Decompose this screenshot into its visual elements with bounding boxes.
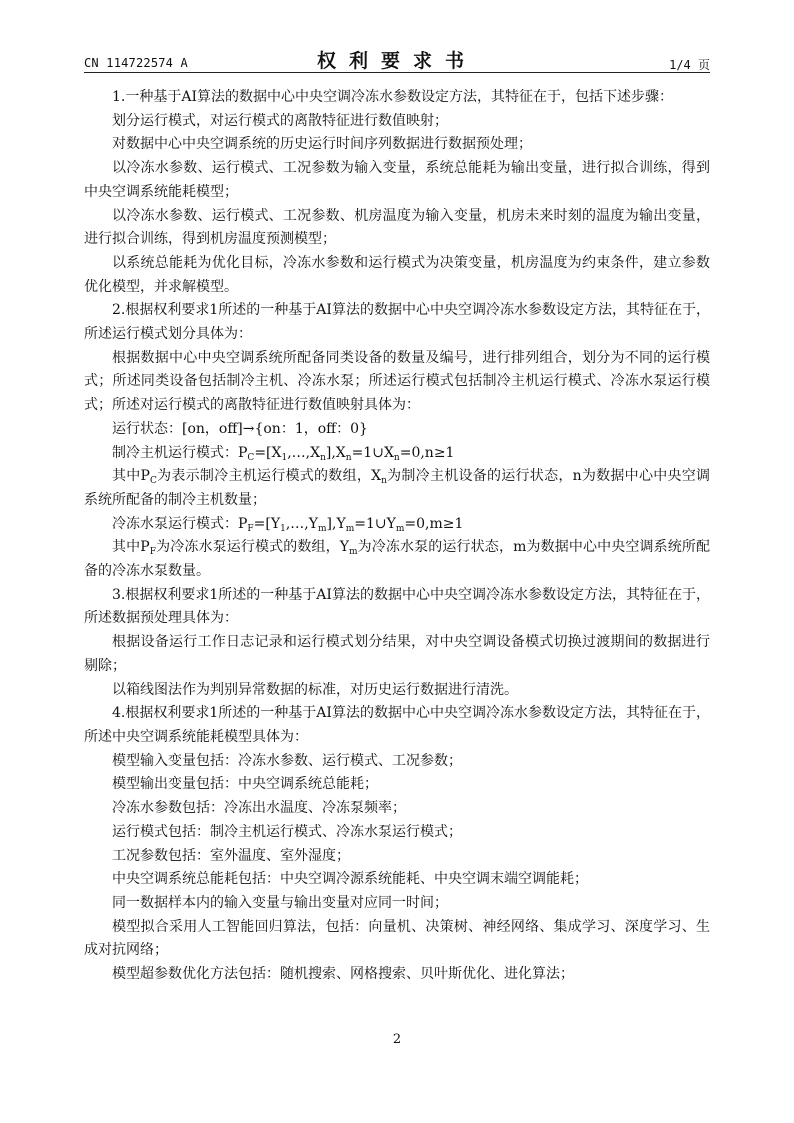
claim-paragraph: 以箱线图法作为判别异常数据的标准，对历史运行数据进行清洗。	[112, 681, 518, 698]
chiller-mode-description: 其中$P_C$为表示制冷主机运行模式的数组，$X_n$为制冷主机设备的运行状态，n为数据中心中央空调系统所配备的制冷主机数量；	[84, 468, 711, 508]
claims-body	[84, 86, 710, 987]
chiller-mode-formula: 制冷主机运行模式：$P_C=[X_1,\dots,X_n],X_n=1\cup X_n=0,n\ge 1$	[112, 444, 455, 463]
page-indicator: 1/4 页	[669, 58, 710, 72]
claim-paragraph: 3.根据权利要求1所述的一种基于AI算法的数据中心中央空调冷冻水参数设定方法，其特征在于，所述数据预处理具体为：	[84, 586, 710, 627]
claim-paragraph: 同一数据样本内的输入变量与输出变量对应同一时间；	[112, 894, 448, 911]
claim-paragraph: 运行模式包括：制冷主机运行模式、冷冻水泵运行模式；	[112, 823, 462, 840]
document-title: 权利要求书	[316, 50, 477, 72]
page-number: 2	[392, 1032, 402, 1047]
claim-paragraph: 工况参数包括：室外温度、室外湿度；	[112, 847, 350, 864]
claim-paragraph: 运行状态：[on，off]→{on：1，off：0}	[112, 420, 368, 437]
claim-paragraph: 根据数据中心中央空调系统所配备同类设备的数量及编号，进行排列组合，划分为不同的运行模式；所述同类设备包括制冷主机、冷冻水泵；所述运行模式包括制冷主机运行模式、冷冻水泵运行模式；所述对运行模式的离散特征进行数值映射具体为：	[84, 349, 710, 414]
claim-paragraph: 划分运行模式，对运行模式的离散特征进行数值映射；	[112, 112, 448, 129]
claim-paragraph: 对数据中心中央空调系统的历史运行时间序列数据进行数据预处理；	[112, 136, 532, 153]
claim-paragraph: 模型输出变量包括：中央空调系统总能耗；	[112, 776, 378, 793]
claim-paragraph: 模型输入变量包括：冷冻水参数、运行模式、工况参数；	[112, 752, 462, 769]
claim-paragraph: 冷冻水参数包括：冷冻出水温度、冷冻泵频率；	[112, 800, 406, 817]
claim-paragraph: 以系统总能耗为优化目标，冷冻水参数和运行模式为决策变量，机房温度为约束条件，建立参数优化模型，并求解模型。	[84, 254, 710, 295]
claim-paragraph: 以冷冻水参数、运行模式、工况参数为输入变量，系统总能耗为输出变量，进行拟合训练，得到中央空调系统能耗模型；	[84, 160, 710, 200]
pump-mode-description: 其中$P_F$为冷冻水泵运行模式的数组，$Y_m$为冷冻水泵的运行状态，m为数据中心中央空调系统所配备的冷冻水泵数量。	[84, 539, 711, 580]
claim-paragraph: 模型超参数优化方法包括：随机搜索、网格搜索、贝叶斯优化、进化算法；	[112, 966, 574, 983]
claim-paragraph: 中央空调系统总能耗包括：中央空调冷源系统能耗、中央空调末端空调能耗；	[112, 871, 588, 888]
page-header	[84, 44, 710, 73]
claim-paragraph: 4.根据权利要求1所述的一种基于AI算法的数据中心中央空调冷冻水参数设定方法，其特征在于，所述中央空调系统能耗模型具体为：	[84, 705, 710, 745]
patent-number: CN 114722574 A	[84, 56, 188, 70]
claim-paragraph: 模型拟合采用人工智能回归算法，包括：向量机、决策树、神经网络、集成学习、深度学习、生成对抗网络；	[84, 918, 710, 959]
claim-paragraph: 1.一种基于AI算法的数据中心中央空调冷冻水参数设定方法，其特征在于，包括下述步骤：	[112, 89, 673, 105]
claim-paragraph: 以冷冻水参数、运行模式、工况参数、机房温度为输入变量，机房未来时刻的温度为输出变量，进行拟合训练，得到机房温度预测模型；	[84, 207, 710, 248]
pump-mode-formula: 冷冻水泵运行模式：$P_F=[Y_1,\dots,Y_m],Y_m=1\cup Y_m=0,m\ge 1$	[112, 515, 464, 534]
claim-paragraph: 2.根据权利要求1所述的一种基于AI算法的数据中心中央空调冷冻水参数设定方法，其特征在于，所述运行模式划分具体为：	[84, 302, 710, 343]
claim-paragraph: 根据设备运行工作日志记录和运行模式划分结果，对中央空调设备模式切换过渡期间的数据进行剔除；	[84, 634, 710, 674]
